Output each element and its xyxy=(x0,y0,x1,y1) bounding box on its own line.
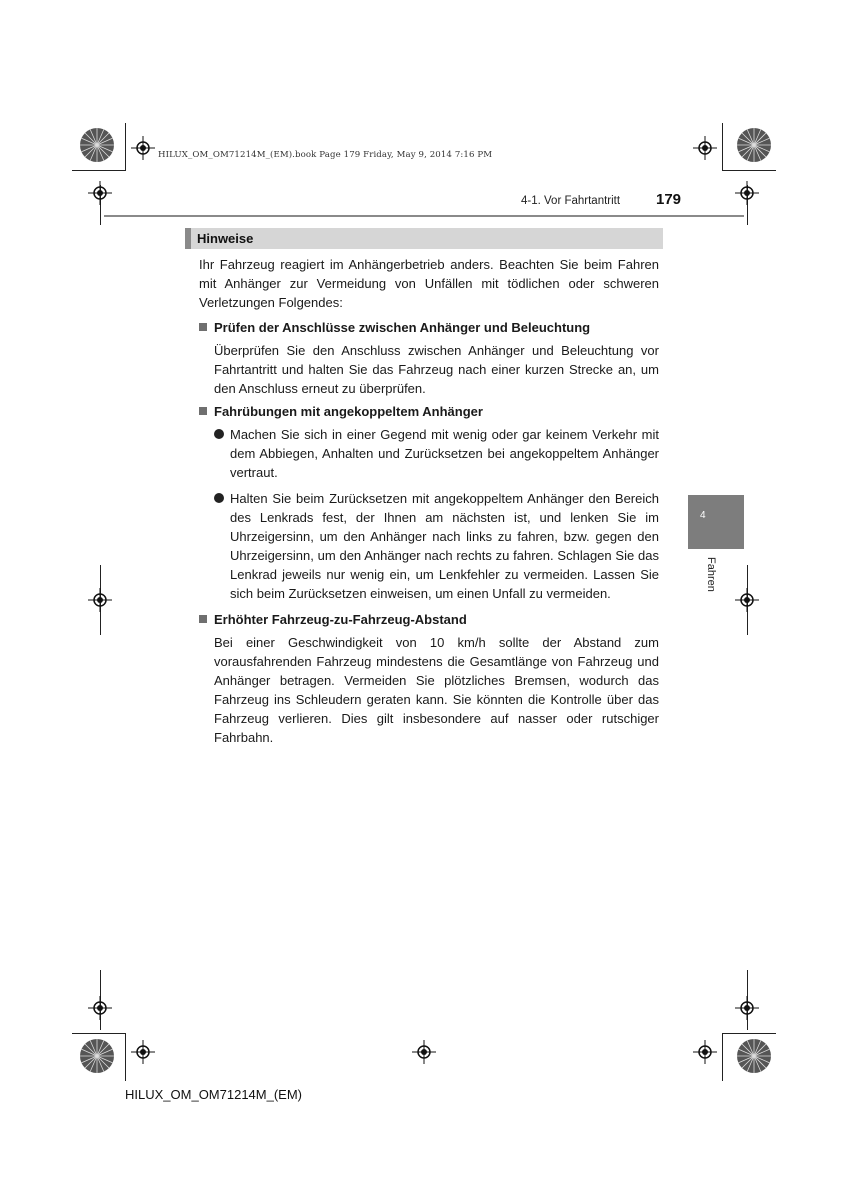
footer-code: HILUX_OM_OM71214M_(EM) xyxy=(125,1087,302,1102)
list-item xyxy=(214,489,659,606)
notice-content xyxy=(199,255,659,751)
header-rule xyxy=(104,215,744,217)
dot-bullet-icon xyxy=(214,429,224,439)
list-item-text: Halten Sie beim Zurücksetzen mit angekoppeltem Anhänger den Bereich des Lenkrads fest, der Ihnen am nächsten ist, und lenken Sie im Uhrzeigersinn, um den Anhänger nach links zu fahren, bzw. gegen den Uhrzeigersinn, um den Anhänger nach rechts zu fahren. Schlagen Sie das Lenkrad jeweils nur wenig ein, um Lenkfehler zu vermeiden. Lassen Sie sich beim Zurücksetzen einweisen, um einen Unfall zu vermeiden. xyxy=(230,491,659,601)
notice-title: Hinweise xyxy=(197,231,254,246)
chapter-number: 4 xyxy=(700,510,706,521)
section-heading xyxy=(199,402,659,421)
square-bullet-icon xyxy=(199,323,207,331)
header-section-title: 4-1. Vor Fahrtantritt xyxy=(521,195,621,207)
section-text: Bei einer Geschwindigkeit von 10 km/h sollte der Abstand zum vorausfahrenden Fahrzeug mindestens die Gesamtlänge von Fahrzeug und Anhänger betragen. Vermeiden Sie plötzliches Bremsen, wodurch das Fahrzeug ins Schleudern geraten kann. Sie könnten die Kontrolle über das Fahrzeug verlieren. Dies gilt insbesondere auf nasser oder rutschiger Fahrbahn. xyxy=(214,635,659,745)
rosette-mark-icon xyxy=(79,127,115,163)
notice-intro: Ihr Fahrzeug reagiert im Anhängerbetrieb anders. Beachten Sie beim Fahren mit Anhänger zur Vermeidung von Unfällen mit tödlichen oder schweren Verletzungen Folgendes: xyxy=(199,257,659,310)
notice-section xyxy=(199,610,659,747)
section-heading-text: Erhöhter Fahrzeug-zu-Fahrzeug-Abstand xyxy=(214,612,467,627)
square-bullet-icon xyxy=(199,407,207,415)
registration-mark-icon xyxy=(693,1040,717,1064)
registration-mark-icon xyxy=(131,136,155,160)
registration-mark-icon xyxy=(693,136,717,160)
registration-mark-icon xyxy=(735,181,759,205)
rosette-mark-icon xyxy=(736,1038,772,1074)
section-text: Überprüfen Sie den Anschluss zwischen Anhänger und Beleuchtung vor Fahrtantritt und halten Sie das Fahrzeug nach einer kurzen Strecke an, um den Anschluss erneut zu überprüfen. xyxy=(214,343,659,396)
section-heading xyxy=(199,318,659,337)
square-bullet-icon xyxy=(199,615,207,623)
registration-mark-icon xyxy=(88,181,112,205)
section-body xyxy=(199,425,659,606)
notice-section xyxy=(199,402,659,606)
dot-bullet-icon xyxy=(214,493,224,503)
rosette-mark-icon xyxy=(79,1038,115,1074)
registration-mark-icon xyxy=(88,588,112,612)
notice-section xyxy=(199,318,659,398)
chapter-name: Fahren xyxy=(705,557,717,592)
chapter-tab[interactable] xyxy=(688,495,744,549)
page-number: 179 xyxy=(656,191,682,208)
registration-mark-icon xyxy=(412,1040,436,1064)
rosette-mark-icon xyxy=(736,127,772,163)
registration-mark-icon xyxy=(735,588,759,612)
registration-mark-icon xyxy=(735,996,759,1020)
section-heading-text: Prüfen der Anschlüsse zwischen Anhänger und Beleuchtung xyxy=(214,320,591,335)
registration-mark-icon xyxy=(88,996,112,1020)
section-body xyxy=(199,633,659,747)
list-item-text: Machen Sie sich in einer Gegend mit wenig oder gar keinem Verkehr mit dem Abbiegen, Anhalten und Zurücksetzen bei angekoppeltem Anhänger vertraut. xyxy=(230,427,659,480)
list-item xyxy=(214,425,659,485)
print-info: HILUX_OM_OM71214M_(EM).book Page 179 Friday, May 9, 2014 7:16 PM xyxy=(158,150,493,160)
section-heading xyxy=(199,610,659,629)
section-heading-text: Fahrübungen mit angekoppeltem Anhänger xyxy=(214,404,483,419)
registration-mark-icon xyxy=(131,1040,155,1064)
notice-header xyxy=(185,228,663,249)
section-body xyxy=(199,341,659,398)
